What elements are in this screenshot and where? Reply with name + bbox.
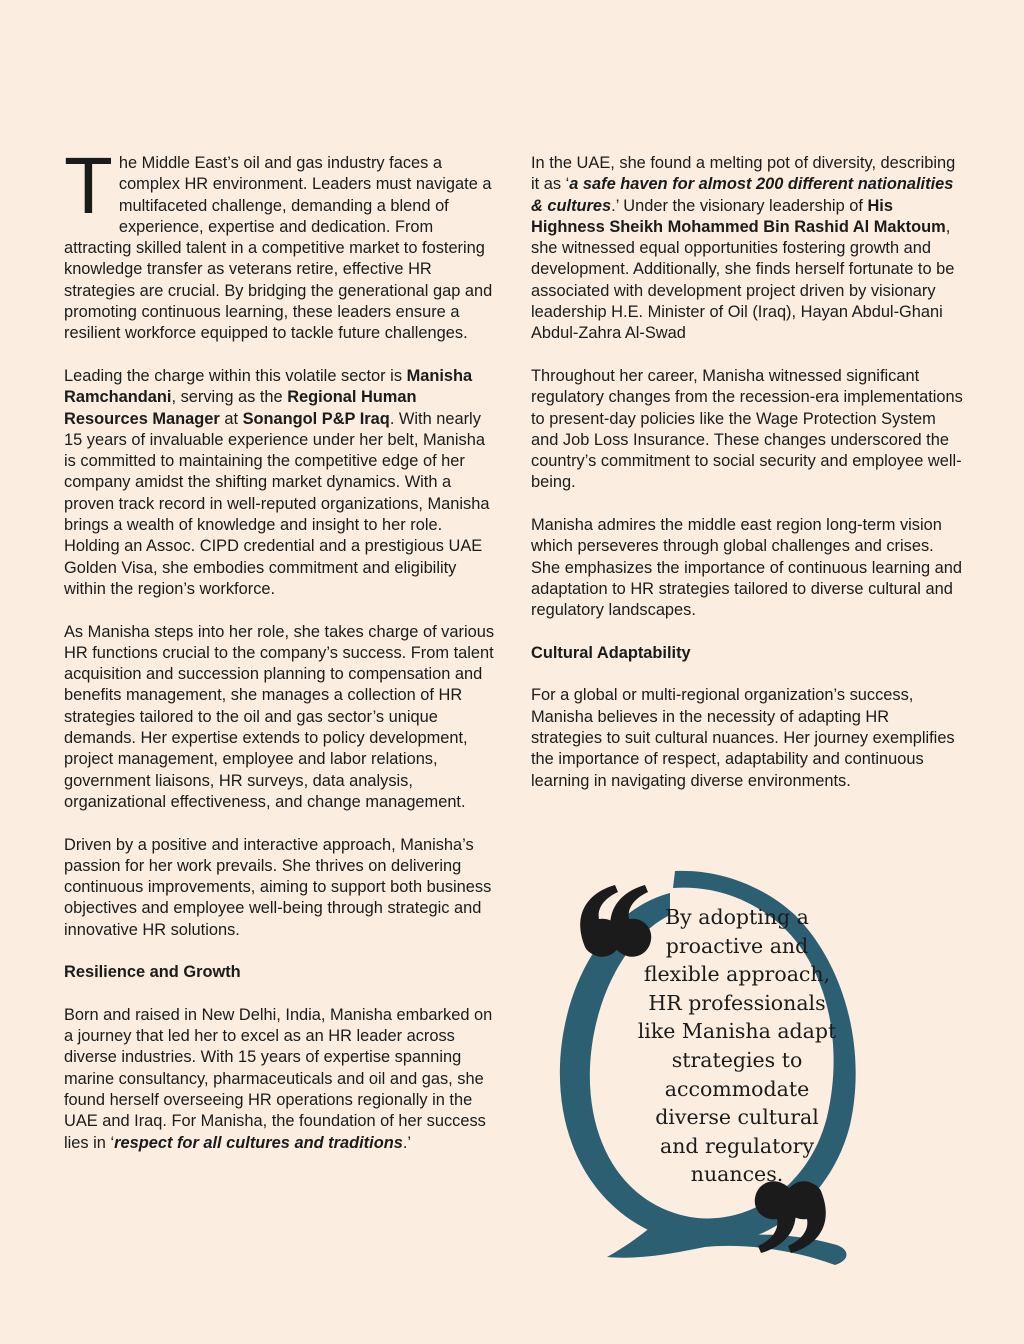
inline-quote: a safe haven for almost 200 different nationalities & cultures (531, 175, 954, 215)
inline-quote: respect for all cultures and traditions (114, 1133, 403, 1152)
section-heading-resilience: Resilience and Growth (64, 963, 241, 982)
leader-name: His Highness Sheikh Mohammed Bin Rashid Al Maktoum (531, 196, 946, 236)
drop-cap: T (64, 141, 113, 230)
pull-quote-text: By adopting a proactive and flexible approach, HR professionals like Manisha adapt strategies to accommodate diverse cultural and regulatory nuances. (637, 905, 837, 1187)
pull-quote (545, 855, 875, 1285)
profile-paragraph: Leading the charge within this volatile sector is Manisha Ramchandani, serving as the Regional Human Resources Manager at Sonangol P&P Iraq. With nearly 15 years of invaluable experience under her belt, Manisha is committed to maintaining the competitive edge of her company amidst the shifting market dynamics. With a proven track record in well-reputed organizations, Manisha brings a wealth of knowledge and insight to her role. Holding an Assoc. CIPD credential and a prestigious UAE Golden Visa, she embodies commitment and eligibility within the region’s workforce. (64, 366, 490, 598)
regulatory-paragraph: Throughout her career, Manisha witnessed significant regulatory changes from the recession-era implementations to present-day policies like the Wage Protection System and Job Loss Insurance. These changes underscored the country’s commitment to social security and employee well-being. (531, 366, 963, 492)
intro-paragraph: The Middle East’s oil and gas industry faces a complex HR environment. Leaders must navigate a multifaceted challenge, demanding a blend of experience, expertise and dedication. From attracting skilled talent in a competitive market to fostering knowledge transfer as veterans retire, effective HR strategies are crucial. By bridging the generational gap and promoting continuous learning, these leaders ensure a resilient workforce equipped to tackle future challenges. (64, 141, 493, 343)
job-title: Regional Human Resources Manager (64, 388, 417, 428)
functions-paragraph: As Manisha steps into her role, she takes charge of various HR functions crucial to the company’s success. From talent acquisition and succession planning to compensation and benefits management, she manages a collection of HR strategies tailored to the oil and gas sector’s unique demands. Her expertise extends to policy development, project management, employee and labor relations, government liaisons, HR surveys, data analysis, organizational effectiveness, and change management. (64, 622, 495, 811)
person-name: Manisha Ramchandani (64, 366, 473, 407)
right-column (531, 153, 963, 813)
company-name: Sonangol P&P Iraq (242, 409, 390, 428)
uae-paragraph: In the UAE, she found a melting pot of diversity, describing it as ‘a safe haven for almost 200 different nationalities & cultures.’ Under the visionary leadership of His Highness Sheikh Mohammed Bin Rashid Al Maktoum, she witnessed equal opportunities fostering growth and development. Additionally, she finds herself fortunate to be associated with development project driven by visionary leadership H.E. Minister of Oil (Iraq), Hayan Abdul-Ghani Abdul-Zahra Al-Swad (531, 154, 956, 343)
approach-paragraph: Driven by a positive and interactive approach, Manisha’s passion for her work prevails. She thrives on delivering continuous improvements, aiming to support both business objectives and employee well-being through strategic and innovative HR solutions. (64, 835, 492, 939)
section-heading-cultural: Cultural Adaptability (531, 643, 691, 662)
background-paragraph: Born and raised in New Delhi, India, Manisha embarked on a journey that led her to excel as an HR leader across diverse industries. With 15 years of expertise spanning marine consultancy, pharmaceuticals and oil and gas, she found herself overseeing HR operations regionally in the UAE and Iraq. For Manisha, the foundation of her success lies in ‘respect for all cultures and traditions.’ (64, 1005, 493, 1152)
vision-paragraph: Manisha admires the middle east region long-term vision which perseveres through global challenges and crises. She emphasizes the importance of continuous learning and adaptation to HR strategies tailored to diverse cultural and regulatory landscapes. (531, 516, 962, 620)
adaptability-paragraph: For a global or multi-regional organization’s success, Manisha believes in the necessity of adapting HR strategies to suit cultural nuances. Her journey exemplifies the importance of respect, adaptability and continuous learning in navigating diverse environments. (531, 686, 955, 790)
left-column (64, 141, 496, 1175)
